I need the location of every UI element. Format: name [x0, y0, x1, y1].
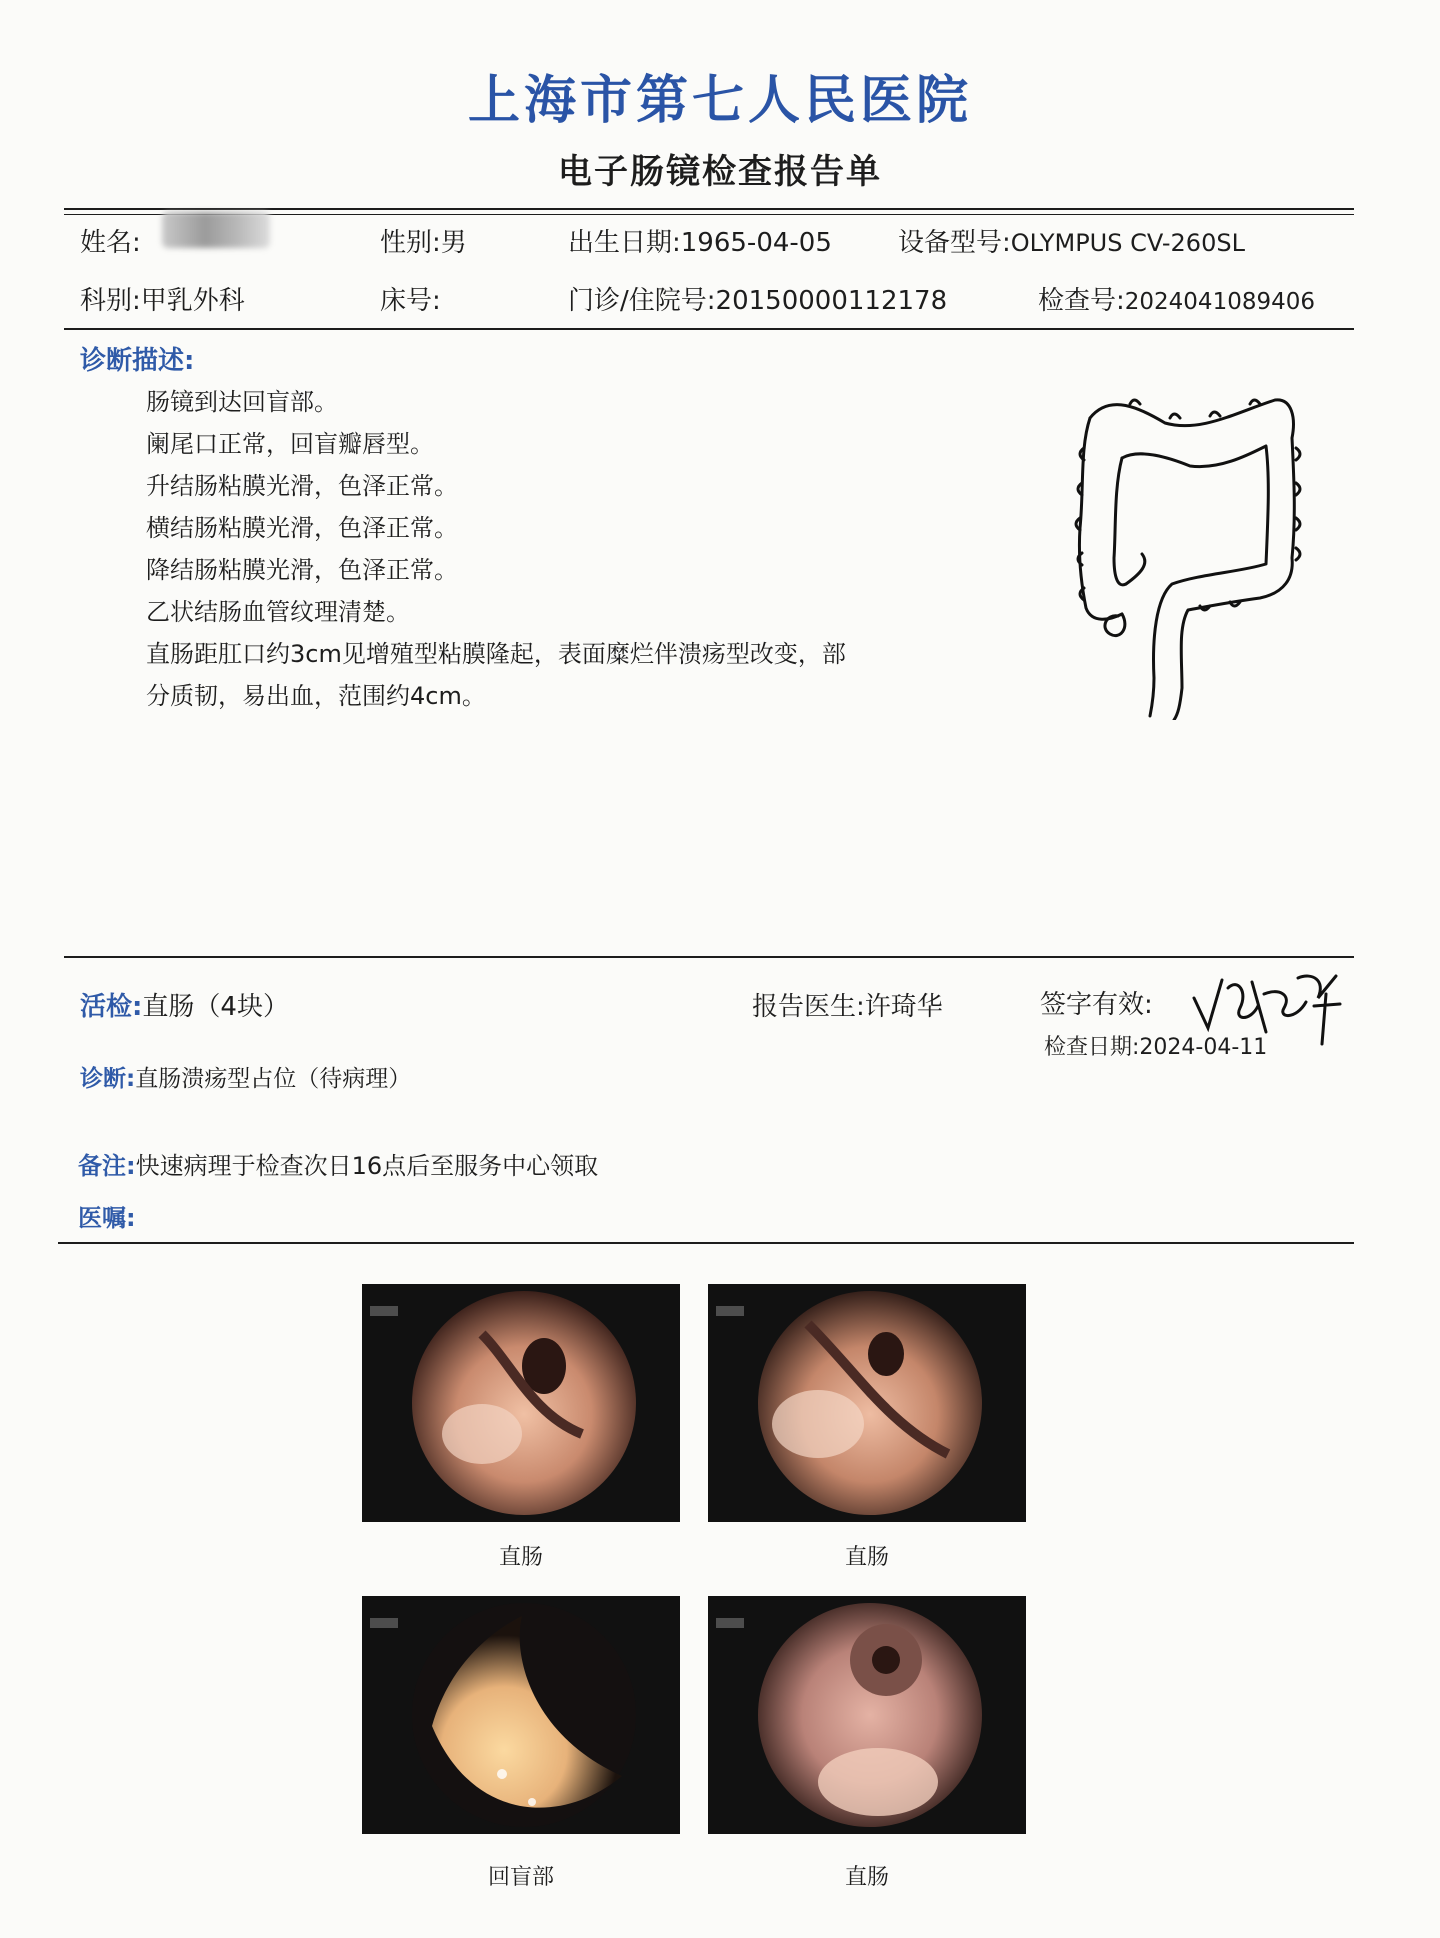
department-label: 科别:: [80, 286, 141, 316]
endoscopy-image: [708, 1284, 1026, 1522]
name-label: 姓名:: [80, 228, 141, 258]
description-line: 升结肠粘膜光滑，色泽正常。: [146, 472, 458, 500]
colon-diagram-icon: [1070, 388, 1310, 720]
exam-no-field: [1038, 280, 1315, 317]
signature-label: 签字有效:: [1040, 990, 1153, 1020]
image-caption: 直肠: [844, 1865, 889, 1890]
gender-label: 性别:: [380, 228, 441, 258]
bed-label: 床号:: [380, 286, 441, 316]
outpatient-value: 20150000112178: [715, 286, 948, 316]
endoscopy-image: [362, 1596, 680, 1834]
diagnosis-label: 诊断:: [80, 1066, 136, 1092]
doctor-name: 许琦华: [864, 992, 943, 1022]
remarks-value: 快速病理于检查次日16点后至服务中心领取: [135, 1152, 599, 1180]
image-caption: 直肠: [498, 1545, 543, 1570]
advice-field: [78, 1198, 136, 1233]
birth-label: 出生日期:: [568, 228, 681, 258]
gender-value: 男: [440, 228, 467, 258]
description-label: 诊断描述:: [80, 346, 195, 376]
name-redaction: [162, 212, 270, 248]
remarks-rule-bottom: [58, 1242, 1354, 1244]
description-line: 肠镜到达回盲部。: [146, 388, 338, 416]
exam-date-label: 检查日期:: [1044, 1035, 1140, 1060]
diagnosis-value: 直肠溃疡型占位（待病理）: [135, 1066, 412, 1092]
remarks-field: [78, 1146, 598, 1181]
exam-date-value: 2024-04-11: [1139, 1035, 1268, 1060]
signature-field: [1040, 984, 1153, 1021]
endoscopy-image: [362, 1284, 680, 1522]
advice-label: 医嘱:: [78, 1204, 136, 1232]
patient-rule-bottom: [64, 328, 1354, 330]
exam-date-field: [1044, 1030, 1267, 1061]
image-caption: 回盲部: [487, 1865, 554, 1890]
gender-field: [380, 222, 467, 259]
description-line: 横结肠粘膜光滑，色泽正常。: [146, 514, 458, 542]
outpatient-label: 门诊/住院号:: [568, 286, 716, 316]
department-value: 甲乳外科: [140, 286, 245, 316]
diagnosis-field: [80, 1060, 411, 1093]
endoscopy-image: [708, 1596, 1026, 1834]
birth-field: [568, 222, 832, 259]
header-rule-top: [64, 208, 1354, 210]
description-rule-bottom: [64, 956, 1354, 958]
image-caption: 直肠: [844, 1545, 889, 1570]
description-line: 乙状结肠血管纹理清楚。: [146, 598, 410, 626]
exam-no-value: 2024041089406: [1124, 289, 1315, 315]
department-field: [80, 280, 245, 317]
device-label: 设备型号:: [898, 228, 1011, 258]
doctor-label: 报告医生:: [752, 992, 865, 1022]
exam-no-label: 检查号:: [1038, 286, 1125, 316]
birth-value: 1965-04-05: [680, 228, 832, 258]
doctor-field: [752, 986, 943, 1023]
outpatient-field: [568, 280, 947, 317]
biopsy-value: 直肠（4块）: [142, 992, 289, 1022]
biopsy-field: [80, 986, 289, 1023]
remarks-label: 备注:: [78, 1152, 136, 1180]
hospital-name: 上海市第七人民医院: [467, 70, 972, 131]
biopsy-label: 活检:: [80, 992, 143, 1022]
device-value: OLYMPUS CV-260SL: [1010, 229, 1245, 257]
bed-field: [380, 280, 441, 317]
description-line: 直肠距肛口约3cm见增殖型粘膜隆起，表面糜烂伴溃疡型改变，部: [146, 640, 846, 668]
device-field: [898, 222, 1245, 259]
description-line: 分质韧，易出血，范围约4cm。: [146, 682, 486, 710]
description-line: 阑尾口正常，回盲瓣唇型。: [146, 430, 434, 458]
name-field: [80, 222, 141, 259]
description-line: 降结肠粘膜光滑，色泽正常。: [146, 556, 458, 584]
report-title: 电子肠镜检查报告单: [558, 152, 882, 192]
